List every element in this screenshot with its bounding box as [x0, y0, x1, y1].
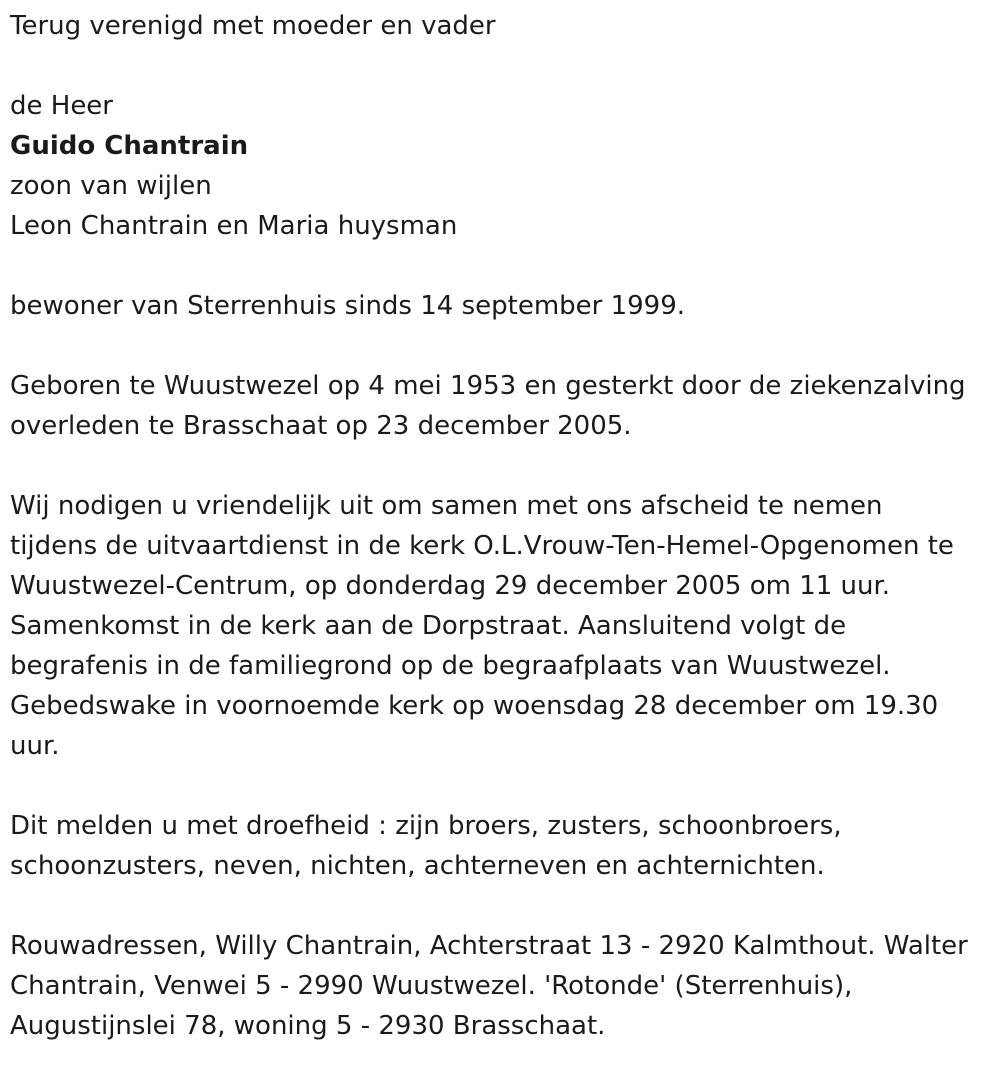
- address-line: Chantrain, Venwei 5 - 2990 Wuustwezel. 'Rotonde' (Sterrenhuis),: [10, 971, 853, 1001]
- invitation-line: tijdens de uitvaartdienst in de kerk O.L.Vrouw-Ten-Hemel-Opgenomen te: [10, 531, 954, 561]
- addresses-paragraph: [10, 926, 990, 1046]
- announcement-paragraph: [10, 806, 990, 886]
- birth-death-line: Geboren te Wuustwezel op 4 mei 1953 en gesterkt door de ziekenzalving: [10, 371, 966, 401]
- address-line: Rouwadressen, Willy Chantrain, Achterstraat 13 - 2920 Kalmthout. Walter: [10, 931, 968, 961]
- deceased-name: Guido Chantrain: [10, 131, 249, 161]
- son-of-label: zoon van wijlen: [10, 171, 212, 201]
- intro-line: Terug verenigd met moeder en vader: [10, 11, 496, 41]
- invitation-line: uur.: [10, 731, 60, 761]
- invitation-line: Gebedswake in voornoemde kerk op woensdag 28 december om 19.30: [10, 691, 939, 721]
- birth-death-paragraph: [10, 366, 990, 446]
- invitation-line: begrafenis in de familiegrond op de begraafplaats van Wuustwezel.: [10, 651, 891, 681]
- address-line: Augustijnslei 78, woning 5 - 2930 Brasschaat.: [10, 1011, 606, 1041]
- invitation-paragraph: [10, 486, 990, 766]
- resident-line: bewoner van Sterrenhuis sinds 14 september 1999.: [10, 291, 686, 321]
- invitation-line: Samenkomst in de kerk aan de Dorpstraat. Aansluitend volgt de: [10, 611, 847, 641]
- invitation-line: Wij nodigen u vriendelijk uit om samen met ons afscheid te nemen: [10, 491, 883, 521]
- announcement-line: schoonzusters, neven, nichten, achterneven en achternichten.: [10, 851, 825, 881]
- parents-names: Leon Chantrain en Maria huysman: [10, 211, 458, 241]
- invitation-line: Wuustwezel-Centrum, op donderdag 29 december 2005 om 11 uur.: [10, 571, 891, 601]
- announcement-line: Dit melden u met droefheid : zijn broers, zusters, schoonbroers,: [10, 811, 842, 841]
- title-prefix: de Heer: [10, 91, 113, 121]
- birth-death-line: overleden te Brasschaat op 23 december 2005.: [10, 411, 632, 441]
